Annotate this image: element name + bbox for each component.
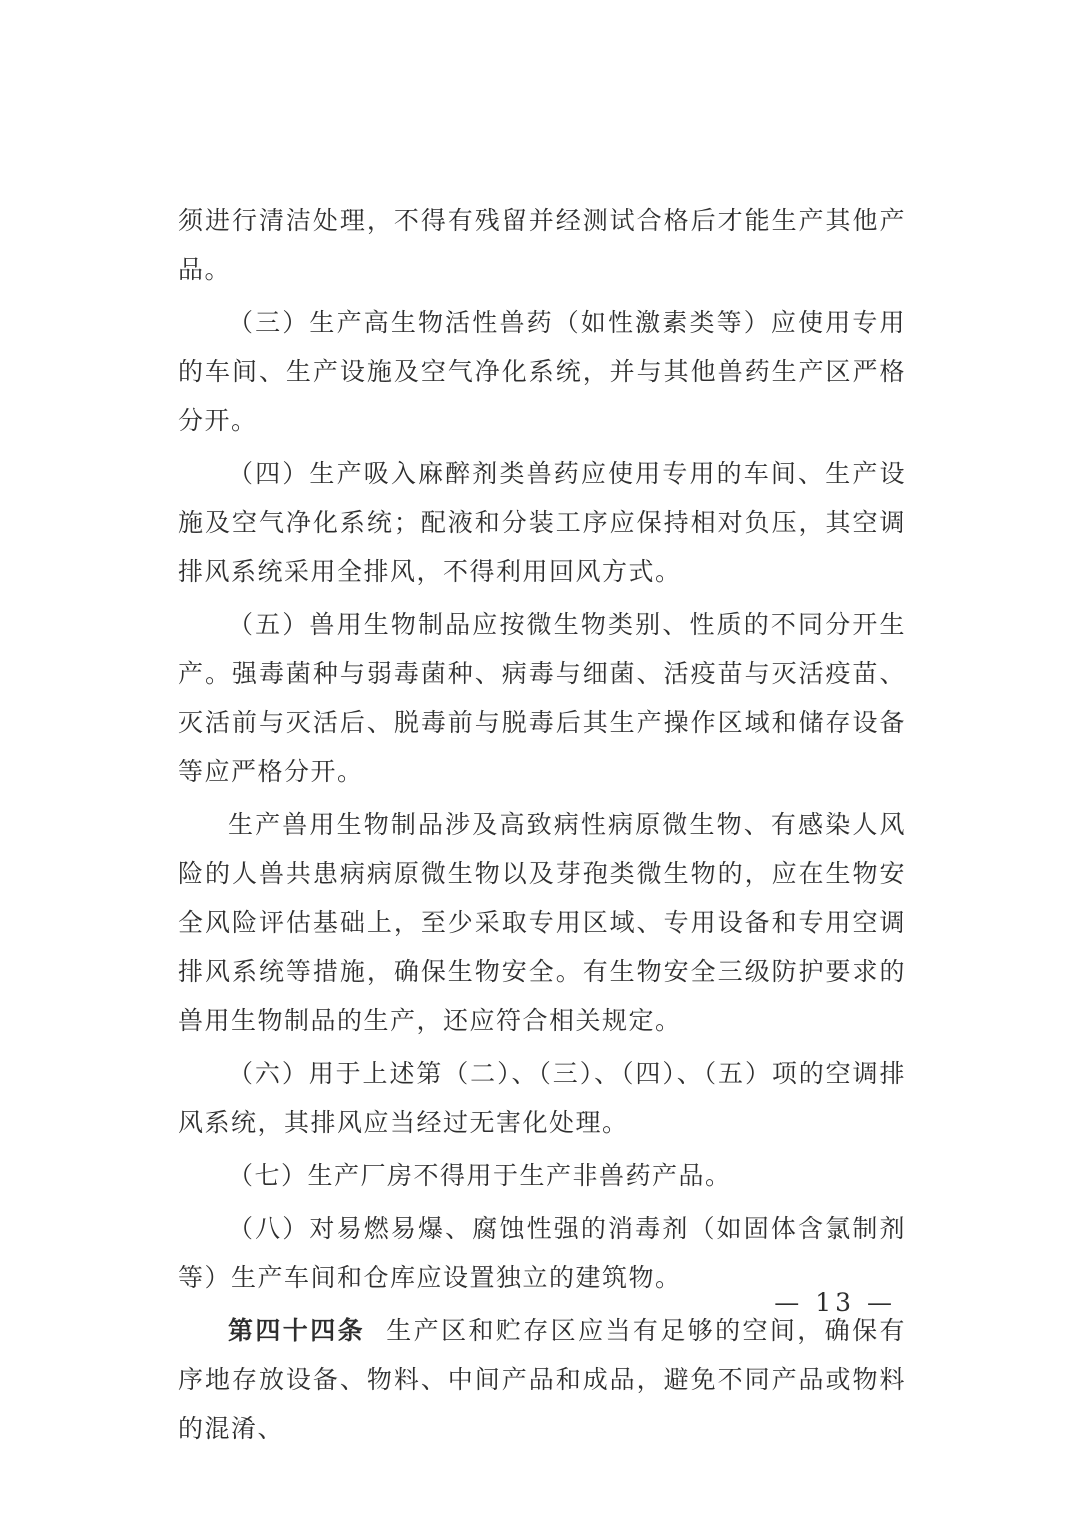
paragraph-item-7: （七）生产厂房不得用于生产非兽药产品。 xyxy=(228,1161,732,1190)
paragraph-item-6: （六）用于上述第（二）、（三）、（四）、（五）项的空调排风系统，其排风应当经过无害化处理。 xyxy=(178,1059,906,1137)
article-44-number: 第四十四条 xyxy=(228,1316,366,1345)
page-number: — 13 — xyxy=(774,1288,896,1317)
paragraph-article-44 xyxy=(178,1306,906,1453)
paragraph-item-5: （五）兽用生物制品应按微生物类别、性质的不同分开生产。强毒菌种与弱毒菌种、病毒与细菌、活疫苗与灭活疫苗、灭活前与灭活后、脱毒前与脱毒后其生产操作区域和储存设备等应严格分开。 xyxy=(178,610,906,786)
article-44-text: 生产区和贮存区应当有足够的空间，确保有序地存放设备、物料、中间产品和成品，避免不同产品或物料的混淆、 xyxy=(178,1316,906,1443)
paragraph-continuation: 须进行清洁处理，不得有残留并经测试合格后才能生产其他产品。 xyxy=(178,206,906,284)
paragraph-item-8: （八）对易燃易爆、腐蚀性强的消毒剂（如固体含氯制剂等）生产车间和仓库应设置独立的建筑物。 xyxy=(178,1214,906,1292)
paragraph-biosafety: 生产兽用生物制品涉及高致病性病原微生物、有感染人风险的人兽共患病病原微生物以及芽孢类微生物的，应在生物安全风险评估基础上，至少采取专用区域、专用设备和专用空调排风系统等措施，确保生物安全。有生物安全三级防护要求的兽用生物制品的生产，还应符合相关规定。 xyxy=(178,810,906,1035)
paragraph-item-3: （三）生产高生物活性兽药（如性激素类等）应使用专用的车间、生产设施及空气净化系统，并与其他兽药生产区严格分开。 xyxy=(178,308,906,435)
document-body xyxy=(178,196,906,1457)
paragraph-item-4: （四）生产吸入麻醉剂类兽药应使用专用的车间、生产设施及空气净化系统；配液和分装工序应保持相对负压，其空调排风系统采用全排风，不得利用回风方式。 xyxy=(178,459,906,586)
